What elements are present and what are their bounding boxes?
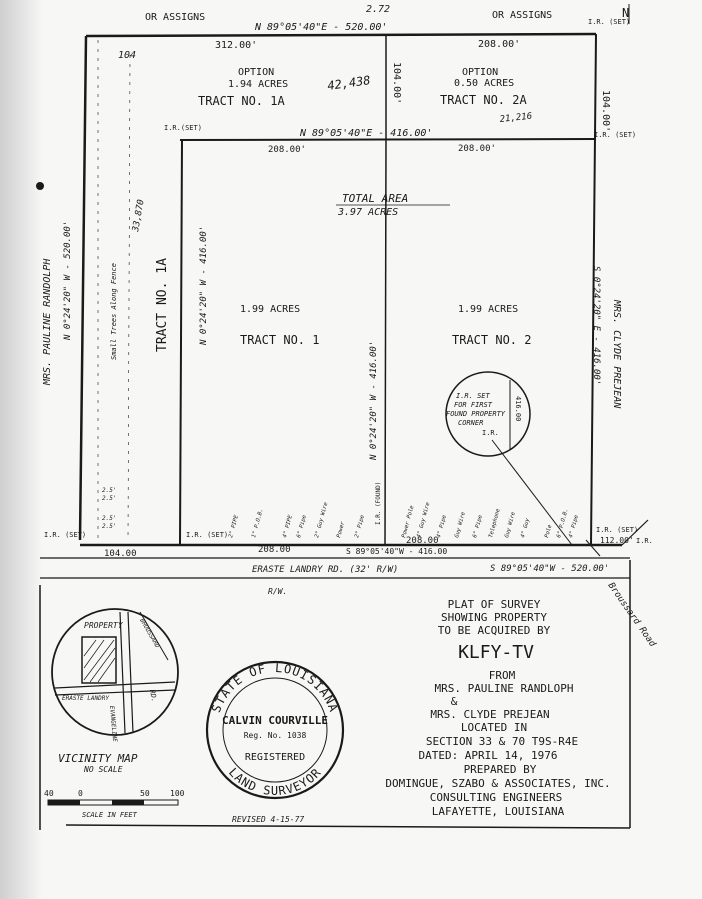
seal-reg: Reg. No. 1038: [243, 731, 307, 740]
hand-west-area: 33,870: [131, 198, 147, 233]
broussard-road: Broussard Road: [605, 580, 658, 649]
ditch-note: 2.5': [102, 487, 117, 494]
main-tracts: [36, 140, 622, 545]
title-firm: DOMINGUE, SZABO & ASSOCIATES, INC.: [385, 777, 611, 790]
title-from: FROM: [488, 669, 516, 682]
tract-1a-vertical: TRACT NO. 1A: [155, 258, 170, 352]
scale-tick-1: 0: [78, 789, 83, 798]
ditch-note: 2.5': [102, 515, 117, 522]
east-owner: MRS. CLYDE PREJEAN: [611, 300, 622, 409]
north-dist-right: 208.00': [478, 39, 521, 50]
ir-note-3: FOUND PROPERTY: [446, 410, 506, 418]
title-prepared: PREPARED BY: [463, 763, 537, 776]
title-company: KLFY-TV: [458, 642, 534, 663]
ir-corner: I.R.: [636, 537, 653, 545]
pole-note: 4" Pipe: [436, 514, 448, 539]
title-l1: PLAT OF SURVEY: [447, 598, 541, 611]
ir-note-4: CORNER: [458, 419, 484, 427]
ir-note-ir: I.R.: [482, 429, 499, 437]
center-bearing: N 0°24'20" W - 416.00': [369, 340, 379, 460]
vicinity-r2: EVANGELINE: [108, 705, 119, 743]
ir-note-dist: 416.00: [514, 396, 522, 422]
mid-boundary: [180, 139, 596, 140]
title-consulting: CONSULTING ENGINEERS: [429, 791, 563, 804]
east-bearing: S 0°24'20" E - 416.00': [591, 266, 601, 386]
mid-dist-b: 208.00': [458, 144, 496, 154]
seal-revised: REVISED 4-15-77: [232, 815, 305, 824]
vicinity-map: [52, 609, 178, 774]
inner-west-boundary: [180, 140, 182, 545]
pole-note: Telephone: [488, 508, 502, 539]
vicinity-road-c: [120, 612, 125, 733]
title-section: SECTION 33 & 70 T9S-R4E: [425, 735, 579, 748]
pole-note: 1" P.O.B.: [251, 508, 265, 539]
title-l2: SHOWING PROPERTY: [441, 611, 547, 624]
total-area-acres: 3.97 ACRES: [338, 207, 399, 218]
option-mid-dist: 104.00': [391, 62, 402, 105]
pole-note: Guy Wire: [504, 511, 517, 539]
west-owner: MRS. PAULINE RANDOLPH: [42, 258, 53, 385]
vicinity-r3: RD.: [148, 688, 159, 703]
scale-tick-3: 100: [170, 789, 185, 798]
road-area: [40, 482, 658, 650]
total-area-title: TOTAL AREA: [342, 192, 409, 205]
option-right-title: OPTION: [462, 67, 499, 78]
fence-note: Small Trees Along Fence: [110, 263, 118, 360]
pole-note: 2" Guy Wire: [314, 501, 330, 539]
scale-bar-seg1: [48, 800, 80, 805]
north-arrow-label: N: [622, 6, 630, 20]
pole-note: 2" Pipe: [354, 514, 366, 539]
north-line: [86, 34, 596, 36]
ne-dist: 104.00': [600, 90, 611, 133]
tract2-acres: 1.99 ACRES: [458, 304, 519, 315]
title-owner1: MRS. PAULINE RANDLOPH: [434, 682, 574, 695]
option-right-acres: 0.50 ACRES: [454, 78, 515, 89]
tract2-label: TRACT NO. 2: [452, 333, 532, 347]
vicinity-road-label: ERASTE LANDRY: [62, 695, 109, 702]
pole-notes: [228, 501, 580, 538]
road-bearing: S 89°05'40"W - 520.00': [490, 564, 610, 574]
title-amp: &: [450, 695, 458, 708]
scale-tick-2: 50: [140, 789, 150, 798]
north-bearing: N 89°05'40"E - 520.00': [255, 22, 388, 33]
pole-note: Guy Wire: [454, 511, 467, 539]
pole-note: Pole: [544, 524, 554, 539]
vicinity-r1: BROUSSARD: [138, 617, 161, 650]
option-left-title: OPTION: [238, 67, 275, 78]
seal-registered: REGISTERED: [244, 752, 306, 763]
mid-dist-a: 208.00': [268, 145, 306, 155]
ir-set-mid-left: I.R.(SET): [164, 124, 202, 132]
north-boundary: [86, 4, 630, 125]
pole-note: 4" PIPE: [282, 514, 294, 539]
scale-bar: [44, 789, 185, 819]
lower-frame-bottom: [66, 825, 630, 828]
ditch-note: 2.5': [102, 523, 117, 530]
ir-set-sw: I.R. (SET): [44, 531, 87, 539]
tract1-label: TRACT NO. 1: [240, 333, 320, 347]
south-dist-left: 104.00: [104, 549, 137, 559]
north-dist-left: 312.00': [215, 40, 258, 51]
pole-note: Power: [336, 520, 347, 539]
seal-inner-ring: [223, 678, 327, 782]
title-located: LOCATED IN: [460, 721, 528, 734]
title-dated: DATED: APRIL 14, 1976: [418, 749, 558, 762]
ir-set-mid-right: I.R. (SET): [594, 131, 637, 139]
west-bearing: N 0°24'20" W - 520.00': [63, 220, 73, 340]
mid-bearing: N 89°05'40"E - 416.00': [300, 128, 433, 139]
vicinity-subtitle: NO SCALE: [84, 765, 123, 774]
tract1-acres: 1.99 ACRES: [240, 304, 301, 315]
ditch-notes: [102, 487, 116, 530]
se-dist: 112.00': [600, 536, 634, 545]
scale-tick-0: 40: [44, 789, 54, 798]
se-corner-tick: [586, 540, 600, 556]
hand-area2: 21,216: [499, 111, 533, 125]
south-bearing-mid: S 89°05'40"W - 416.00: [346, 547, 448, 556]
inner-west-bearing: N 0°24'20" W - 416.00': [199, 225, 209, 345]
south-dist-b: 208.00: [406, 536, 439, 546]
hand-104: 104: [118, 50, 137, 61]
fence-line-2: [128, 55, 130, 540]
pole-note: 6" Pipe: [296, 514, 308, 539]
ditch-note: 2.5': [102, 495, 117, 502]
title-block: [385, 598, 610, 818]
vicinity-title: VICINITY MAP: [58, 752, 138, 765]
pole-note: 6" P.O.B.: [556, 508, 570, 539]
scale-label: SCALE IN FEET: [82, 811, 137, 819]
hand-area: 42,438: [326, 73, 372, 93]
seal-bottom-text: LAND SURVEYOR: [225, 765, 325, 798]
south-dist-a: 208.00: [258, 545, 291, 555]
rw-label: R/W.: [268, 587, 288, 596]
pole-note: Power Pole: [401, 504, 416, 539]
or-assigns-right: OR ASSIGNS: [492, 10, 553, 21]
option-left-acres: 1.94 ACRES: [228, 79, 289, 90]
pole-note: 4" Guy: [520, 517, 532, 539]
seal-top-text: STATE OF LOUISIANA: [209, 660, 341, 715]
or-assigns-left: OR ASSIGNS: [145, 12, 206, 23]
west-boundary: [80, 36, 86, 540]
pole-note: 2" PIPE: [228, 514, 240, 539]
ir-found: I.R. (FOUND): [375, 481, 382, 525]
ir-set-sw2: I.R. (SET): [186, 531, 229, 539]
ir-set-ne: I.R. (SET): [588, 18, 631, 26]
vicinity-property-label: PROPERTY: [84, 621, 123, 630]
pole-note: 4" Guy Wire: [416, 501, 432, 539]
pole-note: 6" Pipe: [472, 514, 484, 539]
ir-note-2: FOR FIRST: [454, 401, 492, 409]
road-name: ERASTE LANDRY RD. (32' R/W): [252, 565, 399, 575]
option-tracts: [164, 36, 636, 155]
title-city: LAFAYETTE, LOUISIANA: [431, 805, 565, 818]
title-owner2: MRS. CLYDE PREJEAN: [430, 708, 550, 721]
ir-set-se: I.R. (SET): [596, 526, 639, 534]
ownership-dot: [36, 182, 44, 190]
title-l3: TO BE ACQUIRED BY: [437, 624, 551, 637]
surveyor-seal: [207, 661, 343, 824]
tract-2a-label: TRACT NO. 2A: [440, 93, 527, 107]
scale-bar-seg2: [112, 800, 144, 805]
ir-note-1: I.R. SET: [456, 392, 490, 400]
hand-272: 2.72: [366, 4, 391, 15]
pole-note: 4" Pipe: [568, 514, 580, 539]
seal-name: CALVIN COURVILLE: [222, 714, 328, 727]
tract-1a-label: TRACT NO. 1A: [198, 94, 285, 108]
vicinity-road-d: [128, 612, 133, 733]
